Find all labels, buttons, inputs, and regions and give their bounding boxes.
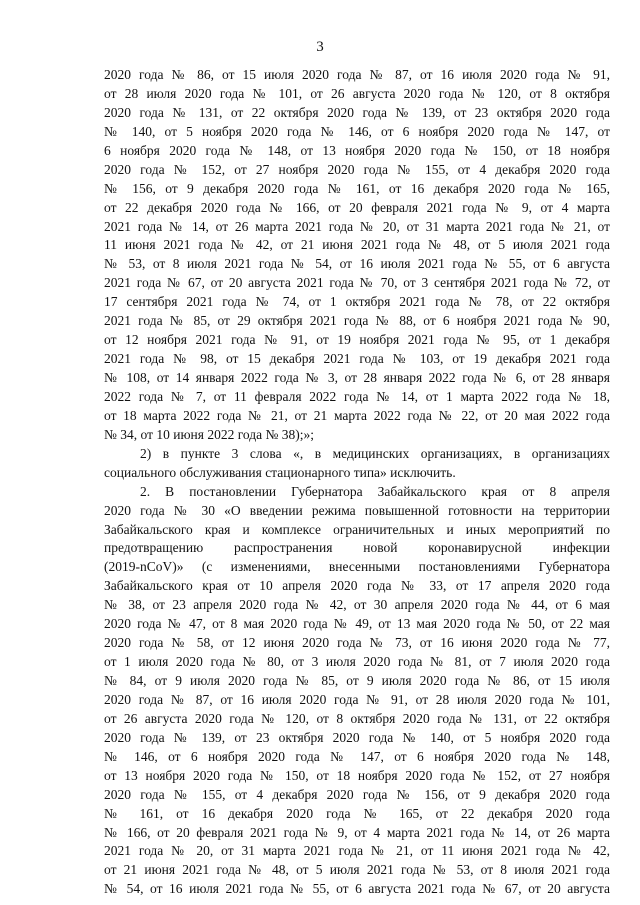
text-line: № 38, от 23 апреля 2020 года № 42, от 30 апреля 2020 года № 44, от 6 мая <box>104 597 610 613</box>
text-line: Забайкальского края и комплексе ограничительных и иных мероприятий по <box>104 521 610 537</box>
text-line: 17 сентября 2021 года № 74, от 1 октября 2021 года № 78, от 22 октября <box>104 294 610 310</box>
text-line: № 161, от 16 декабря 2020 года № 165, от 22 декабря 2020 года <box>104 805 610 821</box>
text-line: 2021 года № 20, от 31 марта 2021 года № 21, от 11 июня 2021 года № 42, <box>104 843 610 859</box>
text-line: 2020 года № 86, от 15 июля 2020 года № 87, от 16 июля 2020 года № 91, <box>104 67 610 82</box>
text-line: 2021 года № 85, от 29 октября 2021 года № 88, от 6 ноября 2021 года № 90, <box>104 313 610 329</box>
text-line: от 12 ноября 2021 года № 91, от 19 ноября 2021 года № 95, от 1 декабря <box>104 332 610 348</box>
text-line: от 22 декабря 2020 года № 166, от 20 февраля 2021 года № 9, от 4 марта <box>104 199 610 215</box>
document-body <box>104 66 610 899</box>
text-line: № 166, от 20 февраля 2021 года № 9, от 4 марта 2021 года № 14, от 26 марта <box>104 824 610 840</box>
text-line: № 54, от 16 июля 2021 года № 55, от 6 августа 2021 года № 67, от 20 августа <box>104 881 610 897</box>
text-line: 2020 года № 87, от 16 июля 2020 года № 91, от 28 июля 2020 года № 101, <box>104 691 610 707</box>
text-line: 2021 года № 98, от 15 декабря 2021 года № 103, от 19 декабря 2021 года <box>104 351 610 367</box>
text-line: № 156, от 9 декабря 2020 года № 161, от 16 декабря 2020 года № 165, <box>104 180 610 196</box>
text-line: 2020 года № 131, от 22 октября 2020 года № 139, от 23 октября 2020 года <box>104 104 610 120</box>
text-line: 2. В постановлении Губернатора Забайкальского края от 8 апреля <box>140 483 610 499</box>
text-line: социального обслуживания стационарного типа» исключить. <box>104 464 456 480</box>
text-line: № 34, от 10 июня 2022 года № 38);»; <box>104 426 315 442</box>
text-line: от 13 ноября 2020 года № 150, от 18 ноября 2020 года № 152, от 27 ноября <box>104 767 610 783</box>
text-line: 2020 года № 47, от 8 мая 2020 года № 49, от 13 мая 2020 года № 50, от 22 мая <box>104 616 610 632</box>
text-line: 2020 года № 139, от 23 октября 2020 года № 140, от 5 ноября 2020 года <box>104 729 610 745</box>
text-line: 11 июня 2021 года № 42, от 21 июня 2021 года № 48, от 5 июля 2021 года <box>104 237 610 253</box>
text-line: № 84, от 9 июля 2020 года № 85, от 9 июля 2020 года № 86, от 15 июля <box>104 673 610 688</box>
text-line: от 18 марта 2022 года № 21, от 21 марта 2022 года № 22, от 20 мая 2022 года <box>104 407 610 423</box>
text-line: (2019-nCoV)» (с изменениями, внесенными постановлениями Губернатора <box>104 559 610 575</box>
text-line: 2020 года № 30 «О введении режима повышенной готовности на территории <box>104 502 610 518</box>
text-line: от 28 июля 2020 года № 101, от 26 августа 2020 года № 120, от 8 октября <box>104 85 610 101</box>
text-line: № 53, от 8 июля 2021 года № 54, от 16 июля 2021 года № 55, от 6 августа <box>104 256 610 272</box>
text-line: от 26 августа 2020 года № 120, от 8 октября 2020 года № 131, от 22 октября <box>104 710 610 726</box>
text-line: предотвращению распространения новой коронавирусной инфекции <box>104 540 610 556</box>
text-line: № 140, от 5 ноября 2020 года № 146, от 6 ноября 2020 года № 147, от <box>104 123 610 139</box>
text-line: 2020 года № 155, от 4 декабря 2020 года № 156, от 9 декабря 2020 года <box>104 786 610 802</box>
text-line: 2020 года № 58, от 12 июня 2020 года № 73, от 16 июня 2020 года № 77, <box>104 635 610 651</box>
page-number: 3 <box>316 39 324 55</box>
text-line: 2) в пункте 3 слова «, в медицинских организациях, в организациях <box>140 445 610 461</box>
text-line: 2020 года № 152, от 27 ноября 2020 года № 155, от 4 декабря 2020 года <box>104 161 610 177</box>
text-line: от 1 июля 2020 года № 80, от 3 июля 2020 года № 81, от 7 июля 2020 года <box>104 654 610 670</box>
text-line: 2021 года № 67, от 20 августа 2021 года № 70, от 3 сентября 2021 года № 72, от <box>104 275 610 291</box>
text-line: № 146, от 6 ноября 2020 года № 147, от 6 ноября 2020 года № 148, <box>104 748 610 764</box>
text-line: 2021 года № 14, от 26 марта 2021 года № 20, от 31 марта 2021 года № 21, от <box>104 218 610 234</box>
text-line: № 108, от 14 января 2022 года № 3, от 28 января 2022 года № 6, от 28 января <box>104 370 610 385</box>
text-line: 6 ноября 2020 года № 148, от 13 ноября 2020 года № 150, от 18 ноября <box>104 142 610 158</box>
text-line: от 21 июня 2021 года № 48, от 5 июля 2021 года № 53, от 8 июля 2021 года <box>104 862 610 878</box>
text-line: 2022 года № 7, от 11 февраля 2022 года № 14, от 1 марта 2022 года № 18, <box>104 388 610 404</box>
text-line: Забайкальского края от 10 апреля 2020 года № 33, от 17 апреля 2020 года <box>104 578 610 594</box>
